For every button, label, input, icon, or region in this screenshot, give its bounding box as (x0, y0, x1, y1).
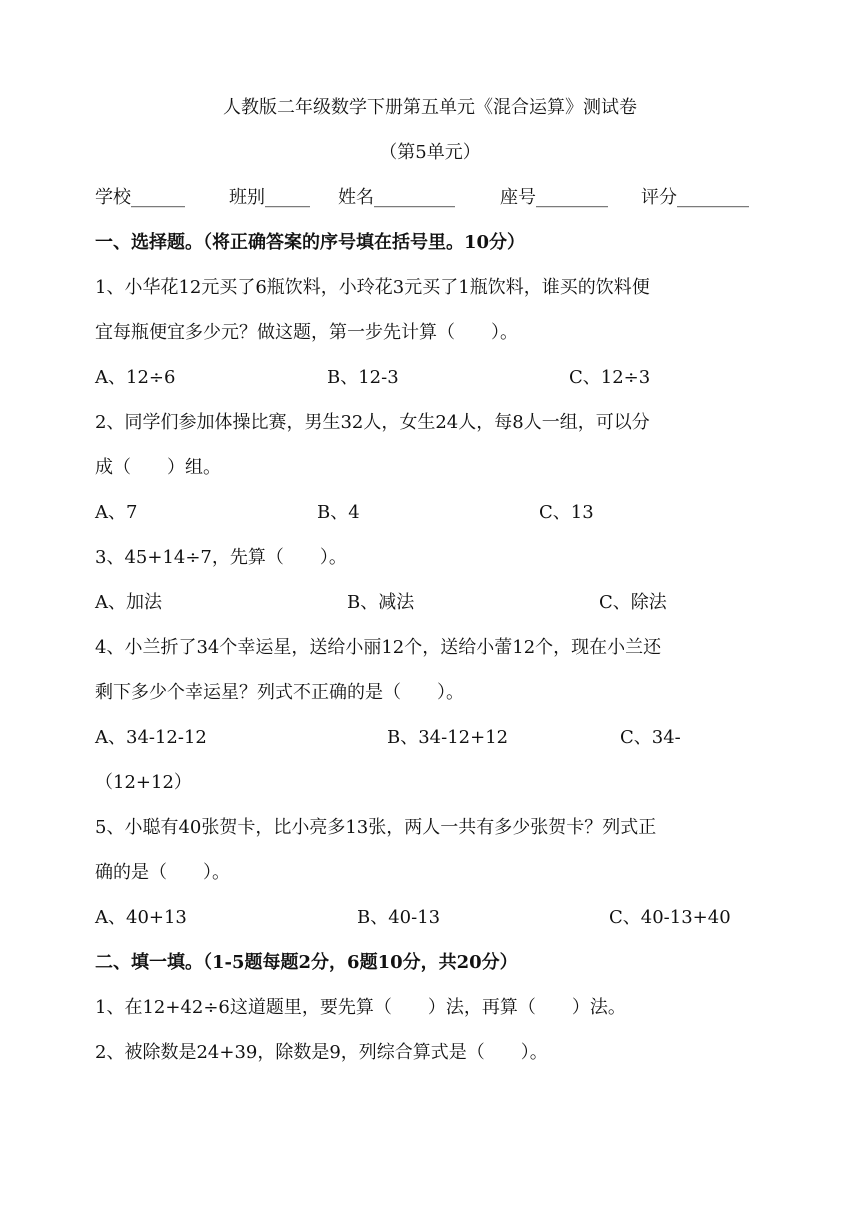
school-field: 学校______ (95, 187, 185, 208)
question-1-4-text: 4、小兰折了34个幸运星，送给小丽12个，送给小蕾12个，现在小兰还 (95, 637, 662, 658)
option-c: C、13 (539, 502, 594, 523)
question-1-1-text: 1、小华花12元买了6瓶饮料，小玲花3元买了1瓶饮料，谁买的饮料便 (95, 277, 650, 298)
question-1-5-text-cont: 确的是（ ）。 (95, 862, 230, 883)
option-a: A、34-12-12 (95, 727, 207, 748)
section2-heading: 二、填一填。（1-5题每题2分，6题10分，共20分） (95, 952, 518, 973)
option-a: A、12÷6 (95, 367, 176, 388)
page-title: 人教版二年级数学下册第五单元《混合运算》测试卷 (223, 97, 637, 118)
question-1-5-text: 5、小聪有40张贺卡，比小亮多13张，两人一共有多少张贺卡？列式正 (95, 817, 657, 838)
question-1-3-text: 3、45+14÷7，先算（ ）。 (95, 547, 347, 568)
option-c: C、34- (620, 727, 681, 748)
score-field: 评分________ (641, 187, 749, 208)
option-b: B、4 (317, 502, 360, 523)
page-subtitle: （第5单元） (379, 142, 481, 163)
question-1-1-text-cont: 宜每瓶便宜多少元？做这题，第一步先计算（ ）。 (95, 322, 518, 343)
option-b: B、40-13 (357, 907, 441, 928)
question-2-2-text: 2、被除数是24+39，除数是9，列综合算式是（ ）。 (95, 1042, 548, 1063)
option-c-continued: （12+12） (95, 772, 192, 793)
name-field: 姓名_________ (338, 187, 455, 208)
option-c: C、40-13+40 (609, 907, 731, 928)
option-c: C、除法 (599, 592, 667, 613)
section1-heading: 一、选择题。（将正确答案的序号填在括号里。10分） (95, 232, 526, 253)
option-b: B、减法 (347, 592, 415, 613)
question-1-2-text-cont: 成（ ）组。 (95, 457, 221, 478)
option-a: A、40+13 (95, 907, 187, 928)
question-2-1-text: 1、在12+42÷6这道题里，要先算（ ）法，再算（ ）法。 (95, 997, 626, 1018)
seat-number-field: 座号________ (500, 187, 608, 208)
question-1-2-text: 2、同学们参加体操比赛，男生32人，女生24人，每8人一组，可以分 (95, 412, 650, 433)
class-field: 班别_____ (229, 187, 310, 208)
option-a: A、7 (95, 502, 138, 523)
option-c: C、12÷3 (569, 367, 651, 388)
question-1-4-text-cont: 剩下多少个幸运星？列式不正确的是（ ）。 (95, 682, 464, 703)
option-b: B、34-12+12 (387, 727, 509, 748)
option-a: A、加法 (95, 592, 162, 613)
option-b: B、12-3 (327, 367, 399, 388)
